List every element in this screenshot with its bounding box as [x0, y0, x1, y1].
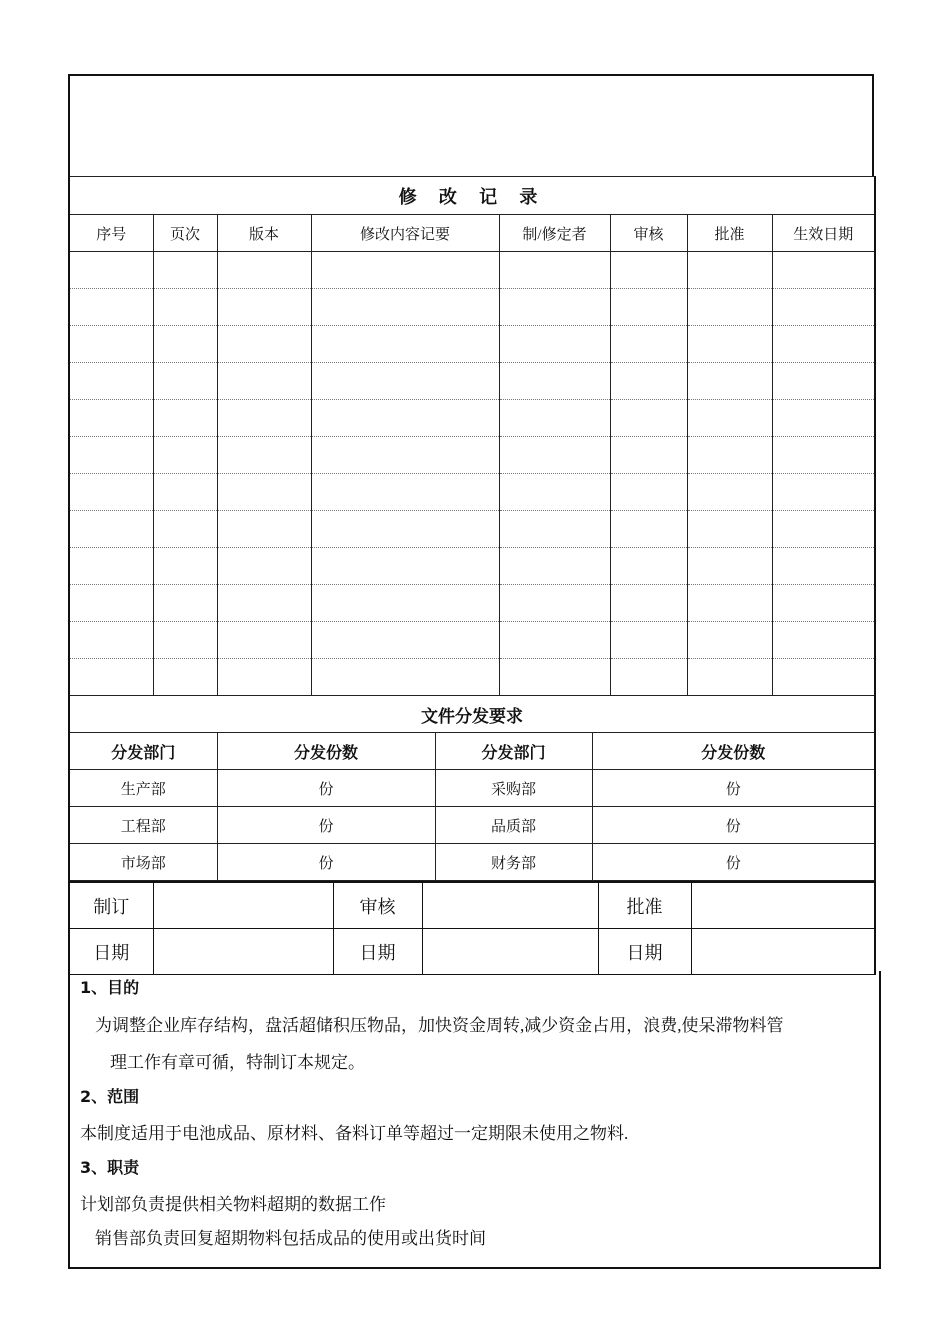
- revision-entry-cell[interactable]: [153, 548, 217, 585]
- revision-entry-cell[interactable]: [217, 474, 311, 511]
- signoff-field-drafted[interactable]: [153, 882, 333, 929]
- section-text-scope: 本制度适用于电池成品、原材料、备料订单等超过一定期限未使用之物料.: [80, 1124, 629, 1143]
- revision-entry-cell[interactable]: [772, 585, 875, 622]
- signoff-field-reviewed[interactable]: [422, 882, 598, 929]
- distribution-table: [68, 695, 876, 881]
- revision-entry-cell[interactable]: [69, 474, 153, 511]
- revision-entry-cell[interactable]: [153, 622, 217, 659]
- distribution-title: 文件分发要求: [69, 696, 875, 733]
- revision-record-table: [68, 176, 876, 696]
- dept-name: 采购部: [435, 770, 592, 807]
- revision-entry-cell[interactable]: [217, 548, 311, 585]
- revision-entry-cell[interactable]: [217, 659, 311, 696]
- revision-entry-row: [69, 252, 875, 289]
- revision-entry-cell[interactable]: [687, 659, 772, 696]
- revision-entry-cell[interactable]: [499, 363, 610, 400]
- revision-entry-cell[interactable]: [499, 585, 610, 622]
- revision-entry-cell[interactable]: [69, 659, 153, 696]
- col-header-editor: 制/修定者: [499, 215, 610, 252]
- revision-entry-cell[interactable]: [772, 437, 875, 474]
- revision-entry-cell[interactable]: [499, 326, 610, 363]
- signoff-row: [69, 882, 875, 929]
- revision-entry-row: [69, 326, 875, 363]
- revision-entry-cell[interactable]: [153, 289, 217, 326]
- revision-entry-cell[interactable]: [610, 437, 687, 474]
- copies-cell: 份: [592, 844, 875, 881]
- revision-entry-cell[interactable]: [772, 400, 875, 437]
- dist-header-copies: 分发份数: [217, 733, 435, 770]
- revision-entry-cell[interactable]: [610, 326, 687, 363]
- col-header-review: 审核: [610, 215, 687, 252]
- col-header-index: 序号: [69, 215, 153, 252]
- col-header-summary: 修改内容记要: [311, 215, 499, 252]
- revision-entry-cell[interactable]: [610, 659, 687, 696]
- revision-entry-cell[interactable]: [69, 622, 153, 659]
- revision-entry-cell[interactable]: [499, 659, 610, 696]
- signoff-label-date: 日期: [69, 929, 153, 975]
- revision-entry-cell[interactable]: [772, 326, 875, 363]
- revision-entry-cell[interactable]: [772, 474, 875, 511]
- copies-cell: 份: [217, 807, 435, 844]
- dept-name: 品质部: [435, 807, 592, 844]
- revision-entry-cell[interactable]: [69, 585, 153, 622]
- signoff-label-drafted: 制订: [69, 882, 153, 929]
- revision-entry-cell[interactable]: [311, 511, 499, 548]
- dept-name: 生产部: [69, 770, 217, 807]
- revision-entry-cell[interactable]: [69, 400, 153, 437]
- revision-entry-row: [69, 622, 875, 659]
- revision-record-title: 修 改 记 录: [69, 177, 875, 215]
- signoff-label-date: 日期: [333, 929, 422, 975]
- dept-name: 工程部: [69, 807, 217, 844]
- signoff-label-date: 日期: [598, 929, 691, 975]
- revision-entry-row: [69, 437, 875, 474]
- revision-entry-row: [69, 474, 875, 511]
- revision-entry-cell[interactable]: [153, 511, 217, 548]
- revision-entry-cell[interactable]: [772, 659, 875, 696]
- revision-entry-cell[interactable]: [687, 622, 772, 659]
- revision-entry-cell[interactable]: [69, 548, 153, 585]
- signoff-label-reviewed: 审核: [333, 882, 422, 929]
- procedure-content: [68, 971, 881, 1269]
- revision-entry-cell[interactable]: [153, 659, 217, 696]
- revision-entry-cell[interactable]: [687, 437, 772, 474]
- signoff-table: [68, 881, 876, 975]
- revision-entry-cell[interactable]: [217, 511, 311, 548]
- section-heading-responsibility: 3、职责: [80, 1158, 140, 1177]
- revision-entry-cell[interactable]: [217, 437, 311, 474]
- revision-entry-cell[interactable]: [610, 585, 687, 622]
- signoff-label-approved: 批准: [598, 882, 691, 929]
- section-heading-purpose: 1、目的: [80, 978, 140, 997]
- revision-header-row: [69, 215, 875, 252]
- revision-entry-cell[interactable]: [217, 289, 311, 326]
- revision-entry-row: [69, 289, 875, 326]
- header-blank-box: [68, 74, 874, 177]
- revision-entry-cell[interactable]: [687, 326, 772, 363]
- revision-entry-row: [69, 548, 875, 585]
- revision-entry-cell[interactable]: [687, 474, 772, 511]
- revision-entry-cell[interactable]: [311, 659, 499, 696]
- revision-entry-cell[interactable]: [311, 289, 499, 326]
- revision-entry-cell[interactable]: [69, 437, 153, 474]
- col-header-page: 页次: [153, 215, 217, 252]
- revision-entry-cell[interactable]: [687, 252, 772, 289]
- revision-entry-cell[interactable]: [311, 252, 499, 289]
- revision-entry-cell[interactable]: [311, 585, 499, 622]
- revision-entry-cell[interactable]: [153, 400, 217, 437]
- signoff-field-date[interactable]: [153, 929, 333, 975]
- revision-entry-cell[interactable]: [499, 548, 610, 585]
- revision-entry-cell[interactable]: [69, 289, 153, 326]
- revision-entry-cell[interactable]: [69, 326, 153, 363]
- revision-entry-cell[interactable]: [610, 252, 687, 289]
- revision-entry-cell[interactable]: [69, 363, 153, 400]
- revision-entry-cell[interactable]: [217, 400, 311, 437]
- revision-entry-cell[interactable]: [217, 622, 311, 659]
- revision-entry-cell[interactable]: [687, 585, 772, 622]
- revision-entry-cell[interactable]: [69, 511, 153, 548]
- revision-entry-cell[interactable]: [610, 474, 687, 511]
- revision-entry-cell[interactable]: [499, 511, 610, 548]
- copies-cell: 份: [592, 807, 875, 844]
- revision-entry-cell[interactable]: [217, 252, 311, 289]
- revision-entry-cell[interactable]: [311, 400, 499, 437]
- col-header-approve: 批准: [687, 215, 772, 252]
- revision-entry-row: [69, 511, 875, 548]
- revision-entry-cell[interactable]: [687, 363, 772, 400]
- revision-entry-cell[interactable]: [153, 326, 217, 363]
- revision-entry-cell[interactable]: [153, 363, 217, 400]
- revision-entry-cell[interactable]: [610, 400, 687, 437]
- revision-entry-cell[interactable]: [217, 363, 311, 400]
- revision-entry-cell[interactable]: [153, 474, 217, 511]
- revision-entry-cell[interactable]: [311, 548, 499, 585]
- revision-entry-cell[interactable]: [153, 252, 217, 289]
- col-header-effective-date: 生效日期: [772, 215, 875, 252]
- copies-cell: 份: [217, 770, 435, 807]
- distribution-row: [69, 807, 875, 844]
- revision-entry-row: [69, 400, 875, 437]
- revision-entry-cell[interactable]: [69, 252, 153, 289]
- revision-entry-cell[interactable]: [772, 289, 875, 326]
- revision-entry-cell[interactable]: [153, 437, 217, 474]
- copies-cell: 份: [217, 844, 435, 881]
- revision-entry-row: [69, 585, 875, 622]
- dist-header-dept: 分发部门: [69, 733, 217, 770]
- revision-entry-cell[interactable]: [311, 437, 499, 474]
- distribution-row: [69, 844, 875, 881]
- revision-entry-row: [69, 363, 875, 400]
- revision-entry-cell[interactable]: [217, 585, 311, 622]
- revision-entry-cell[interactable]: [499, 252, 610, 289]
- revision-entry-cell[interactable]: [499, 622, 610, 659]
- revision-entry-cell[interactable]: [610, 511, 687, 548]
- section-heading-scope: 2、范围: [80, 1087, 140, 1106]
- revision-entry-cell[interactable]: [687, 548, 772, 585]
- dept-name: 市场部: [69, 844, 217, 881]
- revision-entry-cell[interactable]: [687, 511, 772, 548]
- revision-entry-cell[interactable]: [610, 548, 687, 585]
- revision-entry-cell[interactable]: [311, 363, 499, 400]
- distribution-header-row: [69, 733, 875, 770]
- distribution-row: [69, 770, 875, 807]
- signoff-date-row: [69, 929, 875, 975]
- section-text-purpose: 理工作有章可循，特制订本规定。: [110, 1053, 365, 1072]
- section-text-responsibility: 销售部负责回复超期物料包括成品的使用或出货时间: [95, 1229, 486, 1248]
- revision-entry-cell[interactable]: [772, 252, 875, 289]
- dept-name: 财务部: [435, 844, 592, 881]
- revision-entry-cell[interactable]: [311, 474, 499, 511]
- revision-entry-cell[interactable]: [217, 326, 311, 363]
- revision-entry-cell[interactable]: [610, 363, 687, 400]
- dist-header-dept: 分发部门: [435, 733, 592, 770]
- signoff-field-date[interactable]: [691, 929, 875, 975]
- revision-entry-cell[interactable]: [499, 289, 610, 326]
- revision-entry-cell[interactable]: [772, 511, 875, 548]
- revision-entry-cell[interactable]: [499, 437, 610, 474]
- revision-entry-cell[interactable]: [772, 622, 875, 659]
- signoff-field-approved[interactable]: [691, 882, 875, 929]
- revision-entry-cell[interactable]: [610, 289, 687, 326]
- revision-entry-cell[interactable]: [687, 289, 772, 326]
- signoff-field-date[interactable]: [422, 929, 598, 975]
- revision-entry-cell[interactable]: [499, 474, 610, 511]
- section-text-responsibility: 计划部负责提供相关物料超期的数据工作: [80, 1195, 386, 1214]
- col-header-version: 版本: [217, 215, 311, 252]
- revision-entry-cell[interactable]: [311, 326, 499, 363]
- section-text-purpose: 为调整企业库存结构，盘活超储积压物品，加快资金周转,减少资金占用，浪费,使呆滞物料管: [95, 1016, 784, 1035]
- revision-entry-cell[interactable]: [499, 400, 610, 437]
- copies-cell: 份: [592, 770, 875, 807]
- revision-entry-cell[interactable]: [772, 363, 875, 400]
- revision-entry-cell[interactable]: [153, 585, 217, 622]
- revision-entry-cell[interactable]: [311, 622, 499, 659]
- revision-entry-cell[interactable]: [610, 622, 687, 659]
- dist-header-copies: 分发份数: [592, 733, 875, 770]
- revision-entry-row: [69, 659, 875, 696]
- revision-entry-cell[interactable]: [687, 400, 772, 437]
- revision-entry-cell[interactable]: [772, 548, 875, 585]
